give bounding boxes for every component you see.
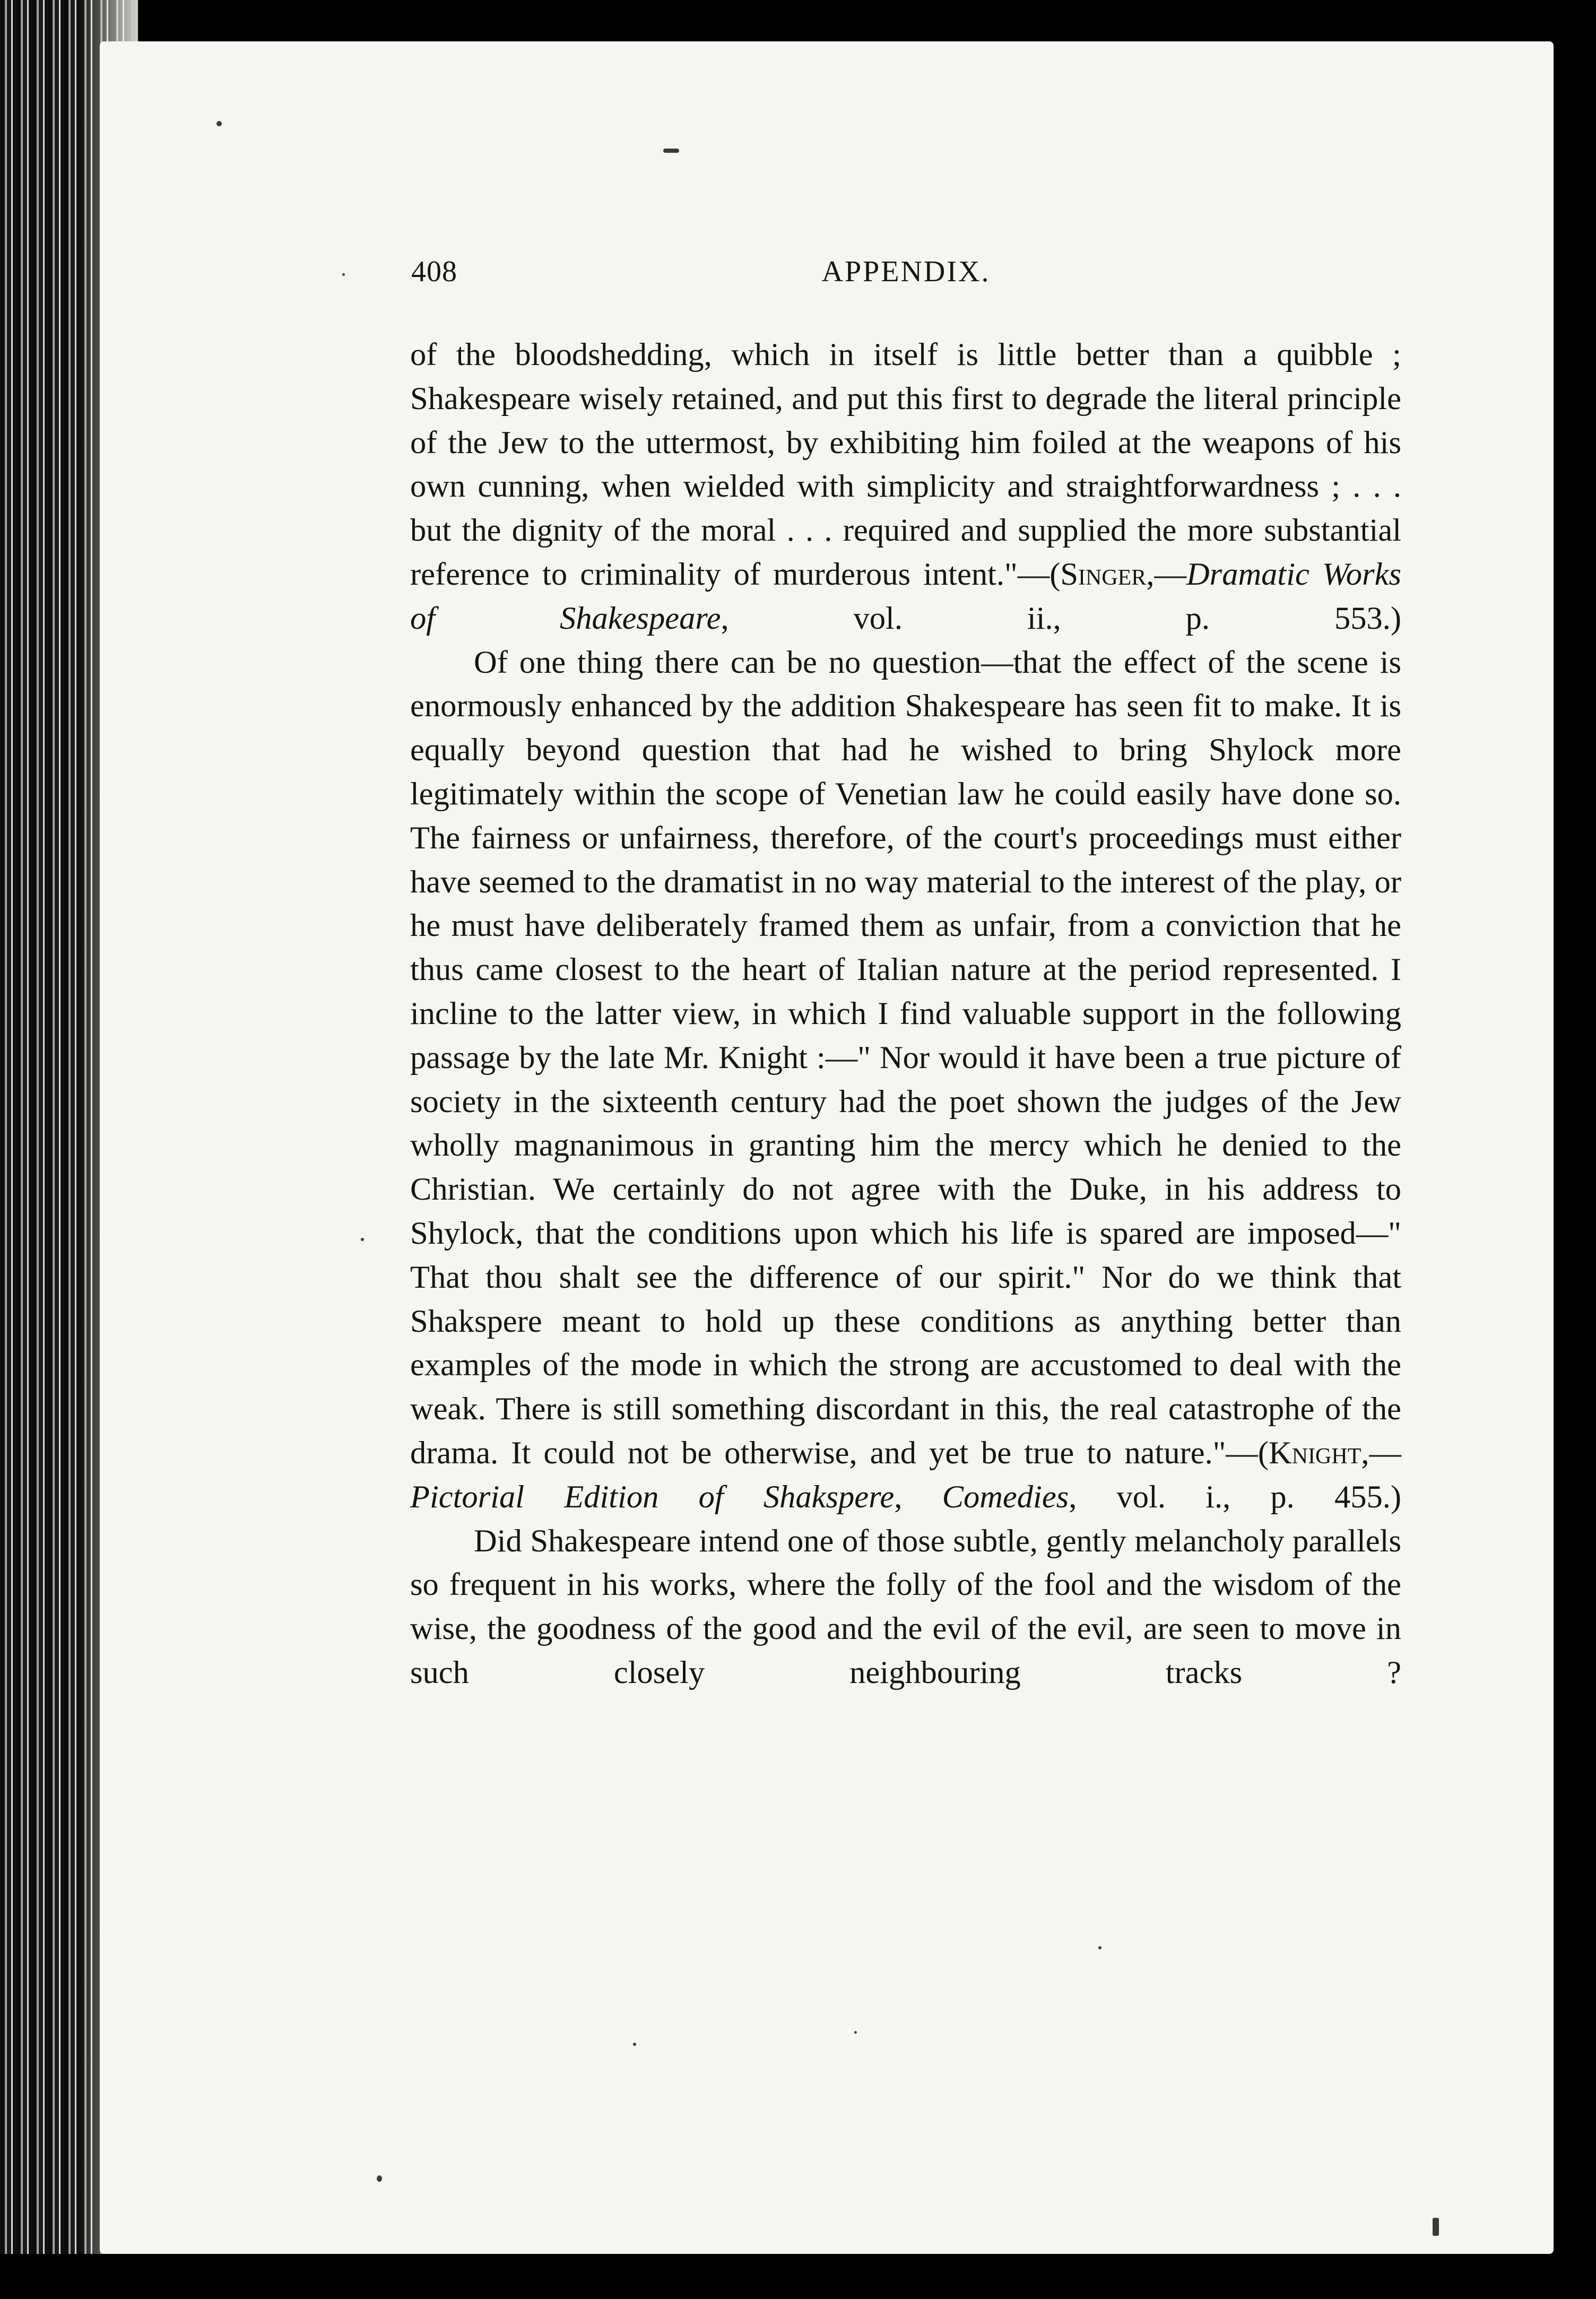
citation-comma: ,: [894, 1479, 942, 1515]
citation-work: Pictorial Edition of Shakspere: [410, 1479, 895, 1515]
paragraph-text: Did Shakespeare intend one of those subtle, gently melancholy parallels so frequent in his works, where the folly of the fool and the wisdom of the wise, the goodness of the good and the evil of the evil, are seen to move in such closely neighbouring tracks ?: [410, 1523, 1401, 1690]
page-header: [411, 255, 1401, 297]
scan-speck: [342, 273, 345, 276]
scan-speck: [663, 149, 679, 153]
citation-work-section: Comedies: [942, 1479, 1069, 1515]
citation-separator: ,—: [1146, 556, 1186, 592]
paragraph-2: [410, 641, 1401, 1520]
citation-author: Singer: [1060, 556, 1147, 592]
citation-reference: , vol. ii., p. 553.): [721, 600, 1401, 636]
scan-speck: [377, 2175, 382, 2182]
scan-speck: [216, 121, 222, 126]
scan-bottom-edge: [0, 2254, 1596, 2299]
citation-separator: ,—: [1361, 1435, 1401, 1471]
citation-reference: , vol. i., p. 455.): [1069, 1479, 1402, 1515]
page-number: 408: [411, 255, 457, 288]
citation-work: Dramatic Works of Shakespeare: [410, 556, 1401, 636]
paragraph-text: Of one thing there can be no question—that the effect of the scene is enormously enhanced by the addition Shakespeare has seen fit to make. It is equally beyond question that had he wished to bring Shylock more legitimately within the scope of Venetian law he could easily have done so. The fairness or unfairness, therefore, of the court's proceedings must either have seemed to the dramatist in no way material to the interest of the play, or he must have deliberately framed them as unfair, from a conviction that he thus came closest to the heart of Italian nature at the period represented. I incline to the latter view, in which I find valuable support in the following passage by the late Mr. Knight :—" Nor would it have been a true picture of society in the sixteenth century had the poet shown the judges of the Jew wholly magnanimous in granting him the mercy which he denied to the Christian. We certainly do not agree with the Duke, in his address to Shylock, that the conditions upon which his life is spared are imposed—" That thou shalt see the difference of our spirit." Nor do we think that Shakspere meant to hold up these conditions as anything better than examples of the mode in which the strong are accustomed to deal with the weak. There is still something discordant in this, the real catastrophe of the drama. It could not be otherwise, and yet be true to nature."—(: [410, 644, 1401, 1471]
page-body: [410, 333, 1401, 1695]
scan-speck: [854, 2031, 857, 2034]
citation-author: Knight: [1269, 1435, 1361, 1471]
binding-shadow: [80, 0, 138, 2299]
paragraph-1: [410, 333, 1401, 641]
scan-speck: [633, 2043, 636, 2046]
paragraph-3: [410, 1520, 1401, 1695]
scan-speck: [1098, 1946, 1101, 1949]
scan-speck: [361, 1238, 364, 1241]
paragraph-text: of the bloodshedding, which in itself is little better than a quibble ; Shakespeare wisely retained, and put this first to degrade the literal principle of the Jew to the uttermost, by exhibiting him foiled at the weapons of his own cunning, when wielded with simplicity and straightforwardness ; . . . but the dignity of the moral . . . required and supplied the more substantial reference to criminality of murderous intent."—(: [410, 337, 1401, 592]
running-head: APPENDIX.: [821, 255, 991, 288]
scan-speck: [1433, 2218, 1439, 2236]
